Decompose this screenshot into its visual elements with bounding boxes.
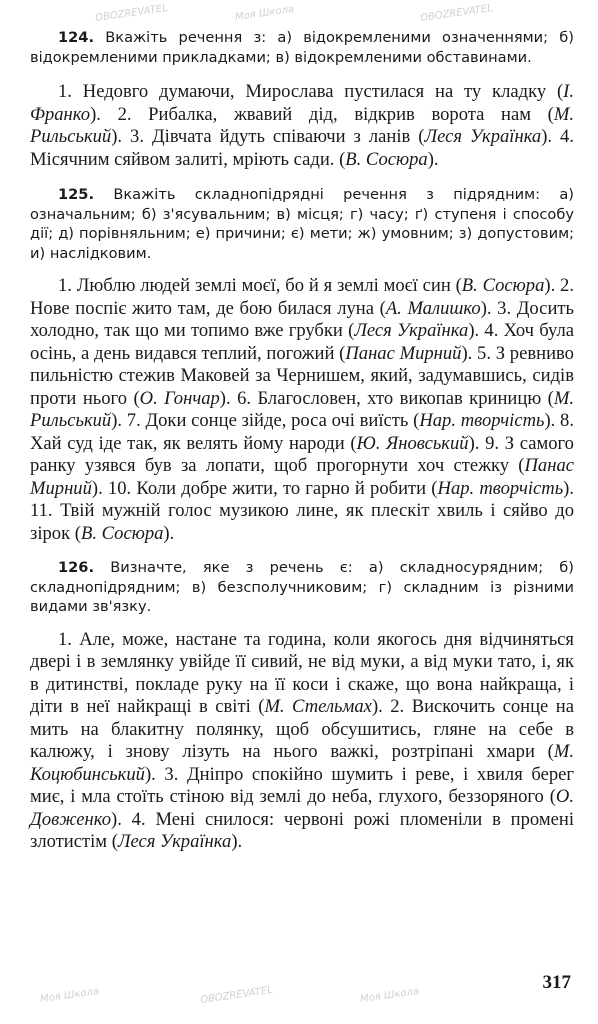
author: О. Довженко — [30, 786, 574, 830]
exercise-125-task — [30, 185, 574, 263]
sentence-text: ). 3. Досить холодно, так що ми топимо вже грубки ( — [30, 297, 574, 341]
author: Ю. Яновський — [356, 432, 469, 454]
author: Нар. творчість — [437, 477, 564, 499]
author: М. Рильський — [30, 387, 574, 431]
author: І. Франко — [30, 81, 574, 125]
textbook-page — [30, 20, 574, 854]
exercise-instruction: Визначте, яке з речень є: а) складносурядним; б) складнопідрядним; в) безсполучниковим; г) складним із різними видами зв'язку. — [30, 559, 575, 615]
watermark: Моя Школа — [234, 3, 295, 24]
sentence-text: 1. Недовго думаючи, Мирослава пустилася на ту кладку ( — [58, 81, 564, 102]
exercise-number: 124. — [58, 29, 95, 46]
author: Леся Українка — [354, 320, 469, 341]
exercise-number: 125. — [58, 186, 95, 203]
author: Леся Українка — [424, 126, 542, 147]
exercise-125-sentences — [30, 275, 574, 545]
sentence-text: 1. Люблю людей землі моєї, бо й я землі моєї син ( — [58, 275, 462, 296]
sentence-text: ). — [163, 522, 175, 544]
author: Панас Мирний — [30, 455, 574, 499]
author: Панас Мирний — [345, 342, 462, 364]
sentence-text: ). 4. Хоч була осінь, а день видався теплий, погожий ( — [30, 320, 575, 364]
sentence-text: ). 8. Хай суд іде так, як велять йому народи ( — [30, 410, 574, 454]
sentence-text: ). 4. Мені снилося: червоні рожі пломеніли в промені злотистім ( — [30, 808, 574, 852]
exercise-number: 126. — [58, 559, 95, 576]
exercise-126-task — [30, 558, 574, 617]
exercise-instruction: Вкажіть складнопідрядні речення з підрядним: а) означальним; б) з'ясувальним; в) місця; г) часу; ґ) ступеня і способу дії; д) порівняльним; е) причини; є) мети; ж) умовним; з) допустовим; и) наслідковим. — [30, 186, 574, 262]
author: М. Коцюбинський — [30, 741, 574, 785]
author: М. Стельмах — [264, 696, 372, 717]
watermark: Моя Школа — [359, 985, 420, 1006]
page-number: 317 — [542, 972, 571, 993]
watermark: OBOZREVATEL — [199, 984, 274, 1007]
sentence-text: ). 11. Твій мужній голос музикою лине, як плескіт хвиль і сяйво до зірок ( — [30, 477, 574, 544]
author: Нар. творчість — [419, 410, 545, 431]
sentence-text: ). 2. Рибалка, жвавий дід, відкрив ворота нам ( — [90, 103, 554, 125]
author: А. Малишко — [385, 297, 481, 319]
sentence-text: ). 10. Коли добре жити, то гарно й робити ( — [91, 477, 438, 499]
exercise-124-task — [30, 28, 574, 67]
sentence-text: ). 6. Благословен, хто викопав криницю ( — [219, 387, 554, 409]
author: В. Сосюра — [345, 148, 428, 170]
exercise-126-sentences — [30, 629, 574, 854]
sentence-text: ). 9. З самого ранку узявся був за лопати, щоб прогорнути хоч стежку ( — [30, 432, 574, 476]
exercise-124-sentences — [30, 81, 574, 171]
author: Леся Українка — [117, 831, 232, 852]
sentence-text: ). 4. Місячним сяйвом залиті, мріють сади. ( — [30, 126, 575, 170]
sentence-text: ). 3. Дівчата йдуть співаючи з ланів ( — [111, 126, 425, 147]
author: В. Сосюра — [461, 275, 545, 296]
sentence-text: ). 2. Вискочить сонце на мить на блакитну полянку, щоб обсушитись, гляне на себе в калюжу, і знову лізуть на нього важкі, розтріпані хмари ( — [30, 696, 574, 762]
author: В. Сосюра — [80, 522, 164, 544]
sentence-text: ). — [231, 831, 243, 852]
sentence-text: ). — [427, 148, 439, 170]
sentence-text: ). 5. З ревниво пильністю стежив Маковей за Чернишем, який, задумавшись, сидів проти нього ( — [30, 342, 574, 409]
author: М. Рильський — [30, 103, 574, 147]
sentence-text: ). 7. Доки сонце зійде, роса очі виїсть ( — [111, 410, 420, 431]
sentence-text: 1. Але, може, настане та година, коли якогось дня відчиняться двері і в землянку увійде її сивий, не від муки, а від муки тато, і, як в дитинстві, покладе руку на її коси і скаже, що вона найкраща, і діти в неї найкращі в світі ( — [30, 628, 574, 717]
author: О. Гончар — [139, 387, 220, 409]
sentence-text: ). 3. Дніпро спокійно шумить і реве, і хвиля берег миє, і мла стоїть стіною від землі до неба, глухого, беззоряного ( — [30, 763, 574, 807]
watermark: Моя Школа — [39, 985, 100, 1006]
watermark: OBOZREVATEL — [94, 2, 169, 25]
exercise-instruction: Вкажіть речення з: а) відокремленими означеннями; б) відокремленими прикладками; в) відокремленими обставинами. — [30, 29, 575, 66]
sentence-text: ). 2. Нове поспіє жито там, де бою билася луна ( — [30, 275, 574, 319]
watermark: OBOZREVATEL — [419, 2, 494, 25]
